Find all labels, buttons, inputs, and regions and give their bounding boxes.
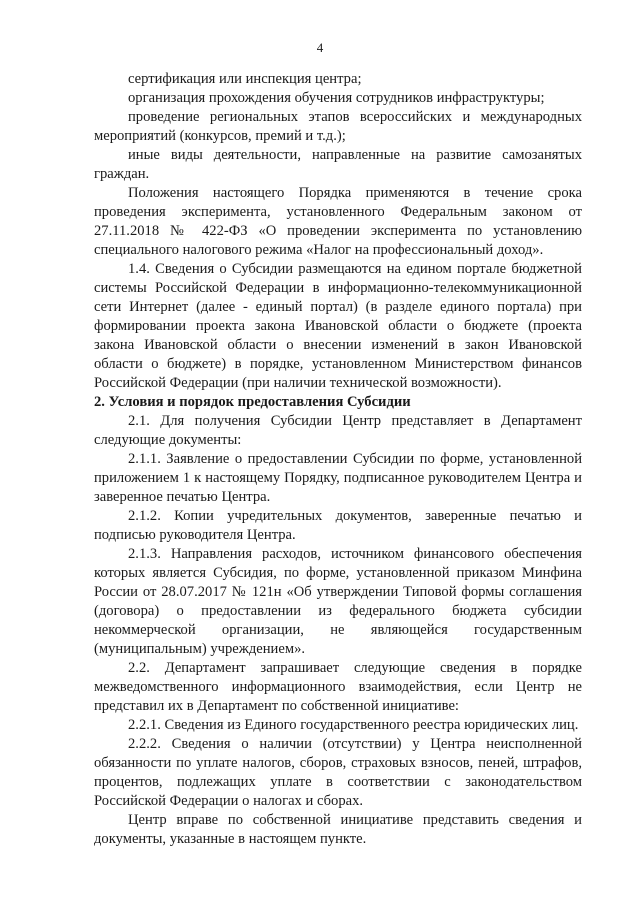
paragraph: 2.1.3. Направления расходов, источником финансового обеспечения которых является Субсидия, по форме, установленной приказом Минфина России от 28.07.2017 № 121н «Об утверждении Типовой формы соглашения (договора) о предоставлении из федерального бюджета субсидии некоммерческой организации, не являющейся государственным (муниципальным) учреждением». xyxy=(94,546,582,657)
paragraph: 2.2.1. Сведения из Единого государственного реестра юридических лиц. xyxy=(128,717,579,733)
paragraph: 2.1.1. Заявление о предоставлении Субсидии по форме, установленной приложением 1 к настоящему Порядку, подписанное руководителем Центра и заверенное печатью Центра. xyxy=(94,451,582,505)
paragraph: 2.1.2. Копии учредительных документов, заверенные печатью и подписью руководителя Центра. xyxy=(94,508,582,543)
page-number: 4 xyxy=(316,40,324,55)
paragraph: 2.2.2. Сведения о наличии (отсутствии) у Центра неисполненной обязанности по уплате налогов, сборов, страховых взносов, пеней, штрафов, процентов, подлежащих уплате в соответствии с законодательством Российской Федерации о налогах и сборах. xyxy=(94,736,582,809)
paragraph: иные виды деятельности, направленные на развитие самозанятых граждан. xyxy=(94,147,582,182)
paragraph: сертификация или инспекция центра; xyxy=(128,71,362,87)
paragraph: организация прохождения обучения сотрудников инфраструктуры; xyxy=(128,90,545,106)
paragraph: 1.4. Сведения о Субсидии размещаются на едином портале бюджетной системы Российской Федерации в информационно-телекоммуникационной сети Интернет (далее - единый портал) (в разделе единого портала) при формировании проекта закона Ивановской области о бюджете (проекта закона Ивановской области о внесении изменений в закон Ивановской области о бюджете) в порядке, установленном Министерством финансов Российской Федерации (при наличии технической возможности). xyxy=(94,261,582,391)
paragraph: Положения настоящего Порядка применяются в течение срока проведения эксперимента, установленного Федеральным законом от 27.11.2018 № 422-ФЗ «О проведении эксперимента по установлению специального налогового режима «Налог на профессиональный доход». xyxy=(94,185,582,258)
document-body xyxy=(94,70,582,849)
paragraph: Центр вправе по собственной инициативе представить сведения и документы, указанные в настоящем пункте. xyxy=(94,812,582,847)
paragraph: 2.1. Для получения Субсидии Центр представляет в Департамент следующие документы: xyxy=(94,413,582,448)
section-heading: 2. Условия и порядок предоставления Субсидии xyxy=(94,394,411,410)
paragraph: проведение региональных этапов всероссийских и международных мероприятий (конкурсов, премий и т.д.); xyxy=(94,109,582,144)
paragraph: 2.2. Департамент запрашивает следующие сведения в порядке межведомственного информационного взаимодействия, если Центр не представил их в Департамент по собственной инициативе: xyxy=(94,660,582,714)
